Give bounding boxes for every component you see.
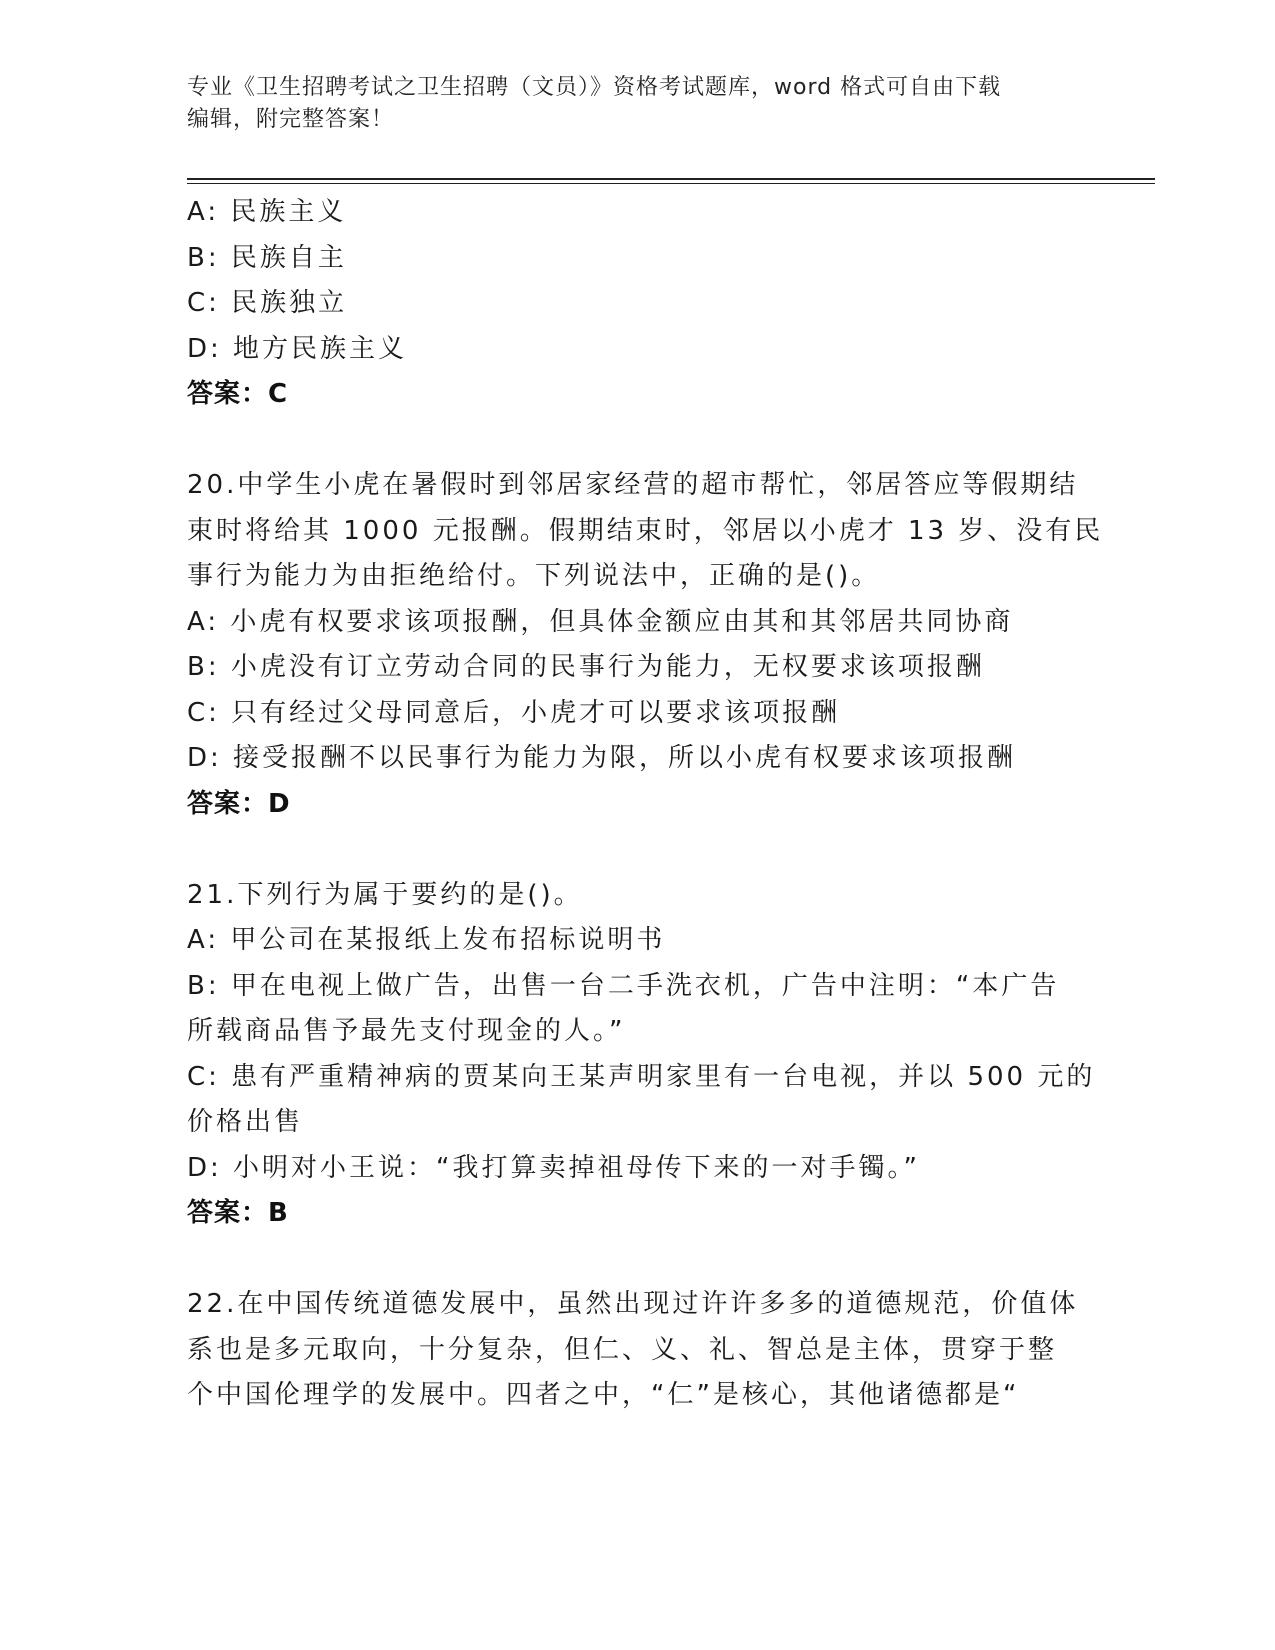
question-spacer (187, 1237, 1087, 1283)
q21-option-d: D: 小明对小王说：“我打算卖掉祖母传下来的一对手镯。” (187, 1152, 920, 1183)
q19-option-c: C: 民族独立 (187, 288, 348, 318)
question-spacer (187, 418, 1087, 464)
q21-option-b-line-2: 所载商品售予最先支付现金的人。” (187, 1016, 626, 1046)
document-body (187, 190, 1104, 1419)
question-20 (187, 463, 1104, 827)
q20-option-a: A: 小虎有权要求该项报酬，但具体金额应由其和其邻居共同协商 (187, 606, 1014, 637)
q21-answer: 答案：B (187, 1198, 289, 1228)
q22-stem-line-3: 个中国伦理学的发展中。四者之中，“仁”是核心，其他诸德都是“ (187, 1380, 1020, 1410)
q20-option-c: C: 只有经过父母同意后，小虎才可以要求该项报酬 (187, 697, 841, 728)
q20-stem-line-3: 事行为能力为由拒绝给付。下列说法中，正确的是()。 (187, 561, 881, 591)
q22-stem-line-1: 22.在中国传统道德发展中，虽然出现过许许多多的道德规范，价值体 (187, 1289, 1079, 1319)
q21-option-c-line-2: 价格出售 (187, 1107, 304, 1137)
header-divider-thin (187, 183, 1155, 184)
q21-stem-line-1: 21.下列行为属于要约的是()。 (187, 879, 583, 910)
q19-option-a: A: 民族主义 (187, 197, 347, 227)
q20-stem-line-1: 20.中学生小虎在暑假时到邻居家经营的超市帮忙，邻居答应等假期结 (187, 470, 1079, 500)
header-line-2: 编辑，附完整答案！ (187, 107, 395, 132)
q21-option-c-line-1: C: 患有严重精神病的贾某向王某声明家里有一台电视，并以 500 元的 (187, 1061, 1096, 1092)
header-line-1: 专业《卫生招聘考试之卫生招聘（文员）》资格考试题库，word 格式可自由下载 (187, 75, 1002, 100)
q22-stem-line-2: 系也是多元取向，十分复杂，但仁、义、礼、智总是主体，贯穿于整 (187, 1334, 1058, 1365)
q20-option-b: B: 小虎没有订立劳动合同的民事行为能力，无权要求该项报酬 (187, 652, 985, 682)
q20-option-d: D: 接受报酬不以民事行为能力为限，所以小虎有权要求该项报酬 (187, 743, 1017, 773)
q20-stem-line-2: 束时将给其 1000 元报酬。假期结束时，邻居以小虎才 13 岁、没有民 (187, 515, 1104, 546)
question-22 (187, 1282, 1087, 1419)
q21-option-a: A: 甲公司在某报纸上发布招标说明书 (187, 925, 666, 955)
document-header (187, 72, 1067, 136)
q19-option-d: D: 地方民族主义 (187, 333, 408, 364)
q20-answer: 答案：D (187, 788, 291, 819)
question-19 (187, 190, 1087, 418)
question-spacer (187, 827, 1087, 873)
q21-option-b-line-1: B: 甲在电视上做广告，出售一台二手洗衣机，广告中注明：“本广告 (187, 970, 1060, 1001)
header-divider-thick (187, 178, 1155, 180)
question-21 (187, 873, 1096, 1237)
q19-option-b: B: 民族自主 (187, 242, 347, 273)
q19-answer: 答案：C (187, 379, 289, 409)
